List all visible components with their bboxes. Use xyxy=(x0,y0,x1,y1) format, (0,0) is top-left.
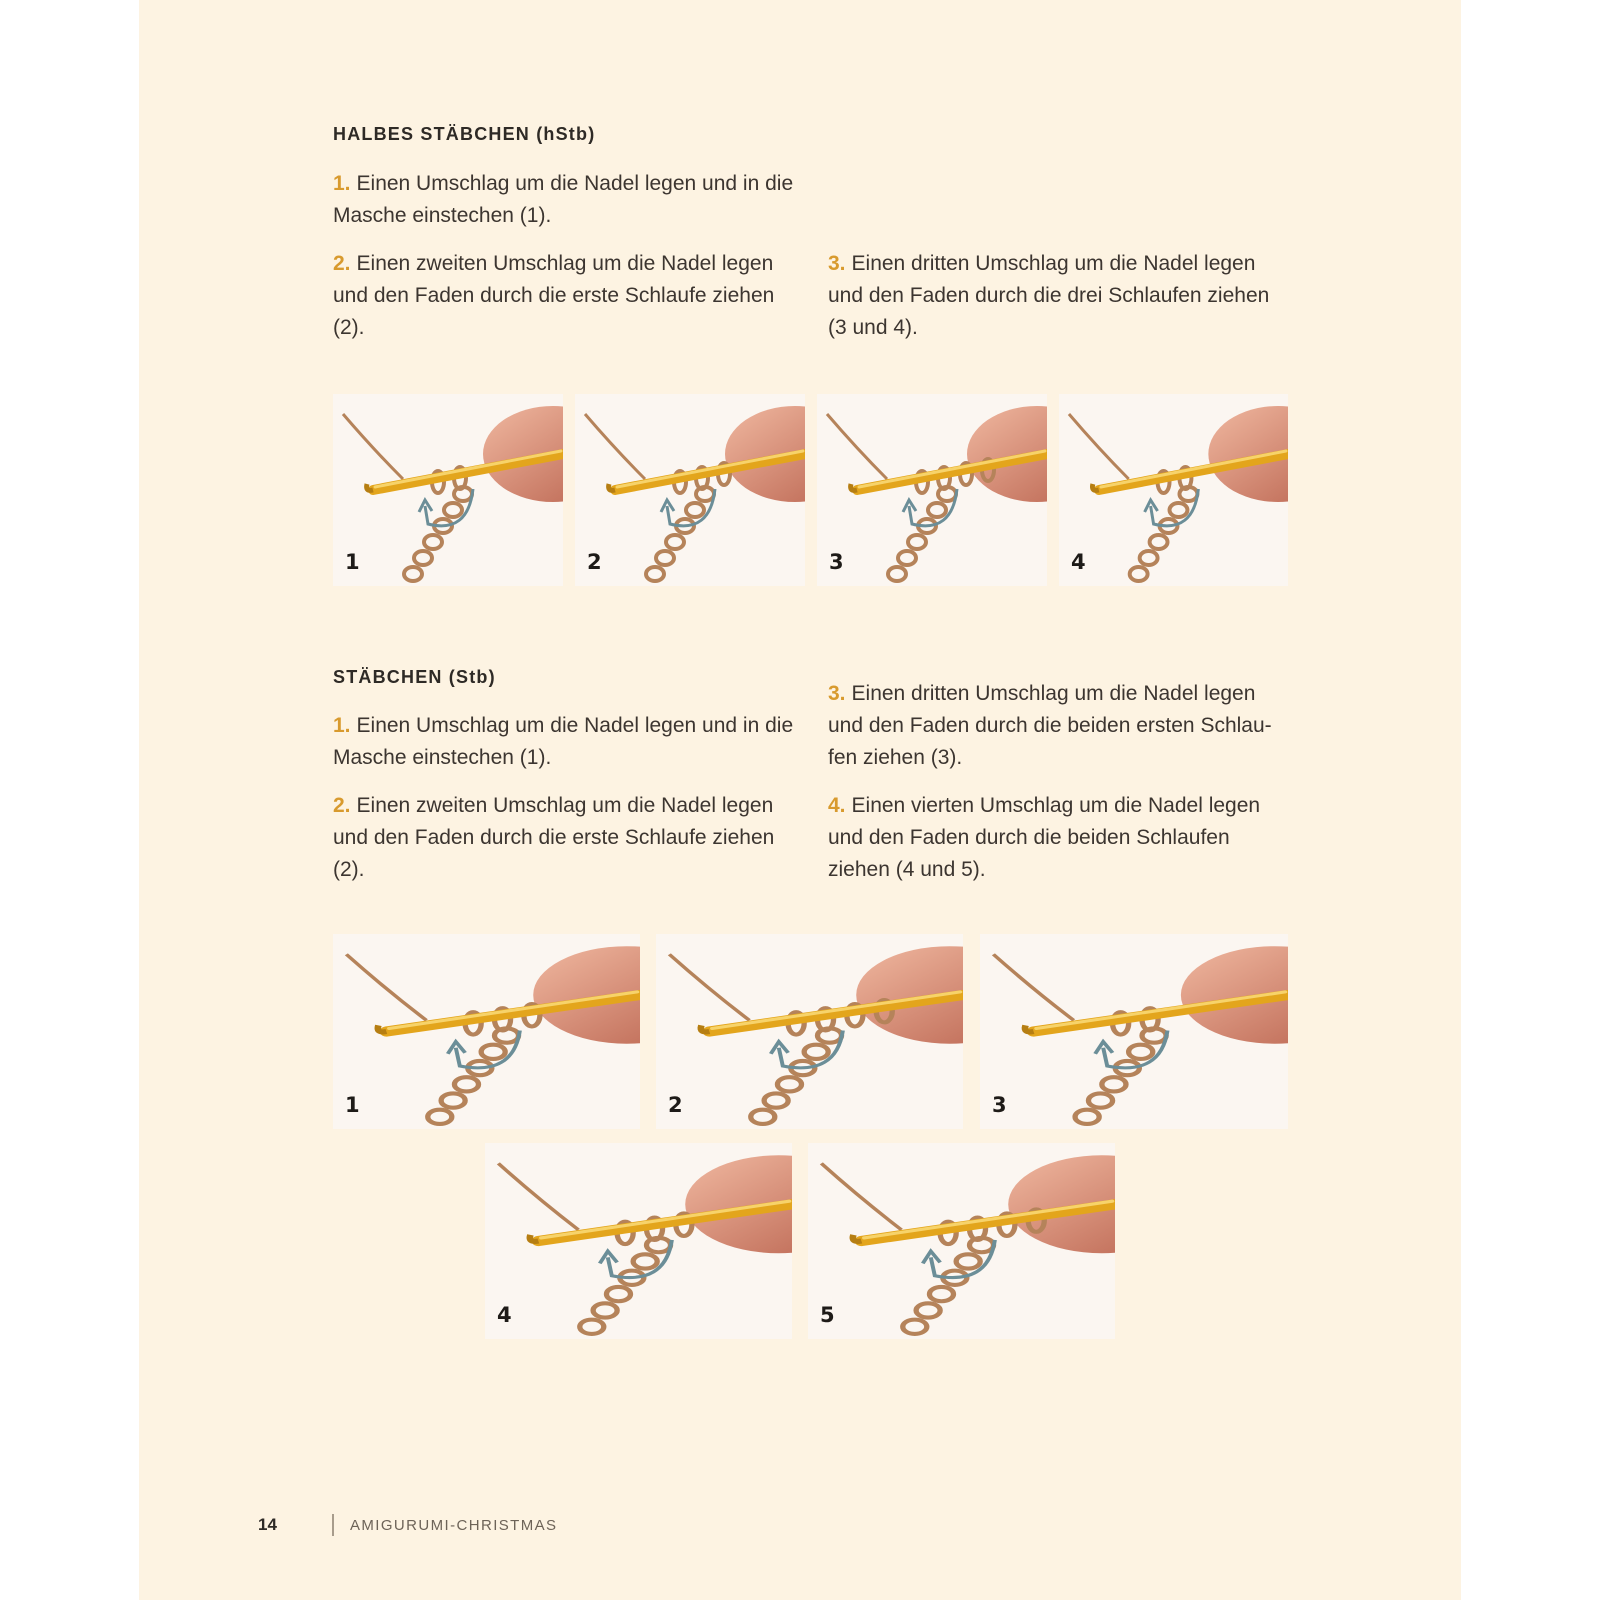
yarn-stitch xyxy=(804,1045,828,1059)
yarn-stitch xyxy=(777,1077,801,1091)
yarn-stitch xyxy=(1140,551,1158,565)
yarn-stitch xyxy=(1150,535,1168,549)
step-text: Einen dritten Umschlag um die Nadel legen und den Faden durch die beiden ersten Schlau-fen ziehen (3). xyxy=(828,682,1272,769)
yarn-tail xyxy=(1069,414,1129,479)
step-2-text xyxy=(333,790,799,886)
yarn-stitch xyxy=(666,535,684,549)
yarn-tail xyxy=(669,954,749,1020)
step-text: Einen Umschlag um die Nadel legen und in die Masche einstechen (1). xyxy=(333,172,794,227)
step-number: 1. xyxy=(333,714,351,737)
photo-number: 3 xyxy=(829,550,844,574)
yarn-stitch xyxy=(424,535,442,549)
step-photo xyxy=(817,394,1047,586)
footer-divider xyxy=(332,1514,334,1536)
page-number: 14 xyxy=(258,1515,277,1534)
yarn-tail xyxy=(343,414,403,479)
yarn-stitch xyxy=(633,1254,657,1268)
yarn-stitch xyxy=(428,1110,452,1124)
section-heading-double: STÄBCHEN (Stb) xyxy=(333,667,496,687)
crochet-hook-illustration xyxy=(333,394,563,586)
yarn-tail xyxy=(498,1163,578,1229)
photo-number: 3 xyxy=(992,1093,1007,1117)
crochet-hook-illustration xyxy=(808,1143,1115,1339)
yarn-stitch xyxy=(916,1303,940,1317)
step-photo xyxy=(575,394,805,586)
crochet-hook-illustration xyxy=(333,934,640,1129)
step-number: 1. xyxy=(333,172,351,195)
photo-number: 2 xyxy=(668,1093,683,1117)
yarn-stitch xyxy=(414,551,432,565)
step-photo xyxy=(333,934,640,1129)
step-photo xyxy=(656,934,963,1129)
yarn-tail xyxy=(346,954,426,1020)
yarn-stitch xyxy=(929,1287,953,1301)
photo-number: 4 xyxy=(1071,550,1086,574)
step-3-text xyxy=(828,678,1288,774)
step-3-text xyxy=(828,248,1288,344)
yarn-stitch xyxy=(441,1093,465,1107)
photo-number: 5 xyxy=(820,1303,835,1327)
running-title: AMIGURUMI-CHRISTMAS xyxy=(350,1517,558,1534)
crochet-hook-illustration xyxy=(1059,394,1288,586)
yarn-stitch xyxy=(903,1320,927,1334)
yarn-stitch xyxy=(404,567,422,581)
yarn-stitch xyxy=(646,567,664,581)
step-number: 3. xyxy=(828,682,846,705)
yarn-stitch xyxy=(454,1077,478,1091)
step-photo xyxy=(1059,394,1288,586)
step-text: Einen vierten Umschlag um die Nadel legen und den Faden durch die beiden Schlaufen ziehen (4 und 5). xyxy=(828,794,1261,881)
crochet-hook-illustration xyxy=(980,934,1288,1129)
photo-number: 4 xyxy=(497,1303,512,1327)
yarn-stitch xyxy=(764,1093,788,1107)
step-text: Einen Umschlag um die Nadel legen und in die Masche einstechen (1). xyxy=(333,714,794,769)
yarn-stitch xyxy=(928,503,946,517)
yarn-stitch xyxy=(444,503,462,517)
yarn-stitch xyxy=(751,1110,775,1124)
yarn-stitch xyxy=(1088,1093,1112,1107)
step-4-text xyxy=(828,790,1288,886)
yarn-stitch xyxy=(1170,503,1188,517)
crochet-hook-illustration xyxy=(575,394,805,586)
yarn-tail xyxy=(585,414,645,479)
photo-number: 1 xyxy=(345,1093,360,1117)
step-photo xyxy=(808,1143,1115,1339)
step-1-text xyxy=(333,168,799,232)
section-heading-half-double: HALBES STÄBCHEN (hStb) xyxy=(333,124,596,144)
yarn-stitch xyxy=(580,1320,604,1334)
yarn-tail xyxy=(993,954,1073,1020)
step-photo xyxy=(485,1143,792,1339)
step-2-text xyxy=(333,248,799,344)
step-number: 4. xyxy=(828,794,846,817)
yarn-stitch xyxy=(593,1303,617,1317)
yarn-stitch xyxy=(956,1254,980,1268)
step-number: 3. xyxy=(828,252,846,275)
step-photo xyxy=(980,934,1288,1129)
yarn-stitch xyxy=(656,551,674,565)
yarn-stitch xyxy=(908,535,926,549)
crochet-hook-illustration xyxy=(817,394,1047,586)
yarn-stitch xyxy=(481,1045,505,1059)
step-1-text xyxy=(333,710,799,774)
step-text: Einen dritten Umschlag um die Nadel legen und den Faden durch die drei Schlaufen ziehen (3 und 4). xyxy=(828,252,1270,339)
photo-number: 1 xyxy=(345,550,360,574)
photo-number: 2 xyxy=(587,550,602,574)
yarn-stitch xyxy=(888,567,906,581)
step-text: Einen zweiten Umschlag um die Nadel legen und den Faden durch die erste Schlaufe ziehen (2). xyxy=(333,794,775,881)
yarn-tail xyxy=(821,1163,901,1229)
yarn-stitch xyxy=(1130,567,1148,581)
yarn-stitch xyxy=(1075,1110,1099,1124)
step-number: 2. xyxy=(333,252,351,275)
yarn-stitch xyxy=(686,503,704,517)
step-text: Einen zweiten Umschlag um die Nadel legen und den Faden durch die erste Schlaufe ziehen (2). xyxy=(333,252,775,339)
crochet-hook-illustration xyxy=(485,1143,792,1339)
crochet-hook-illustration xyxy=(656,934,963,1129)
yarn-stitch xyxy=(898,551,916,565)
step-photo xyxy=(333,394,563,586)
yarn-stitch xyxy=(1102,1077,1126,1091)
step-number: 2. xyxy=(333,794,351,817)
yarn-stitch xyxy=(1129,1045,1153,1059)
yarn-stitch xyxy=(606,1287,630,1301)
yarn-tail xyxy=(827,414,887,479)
